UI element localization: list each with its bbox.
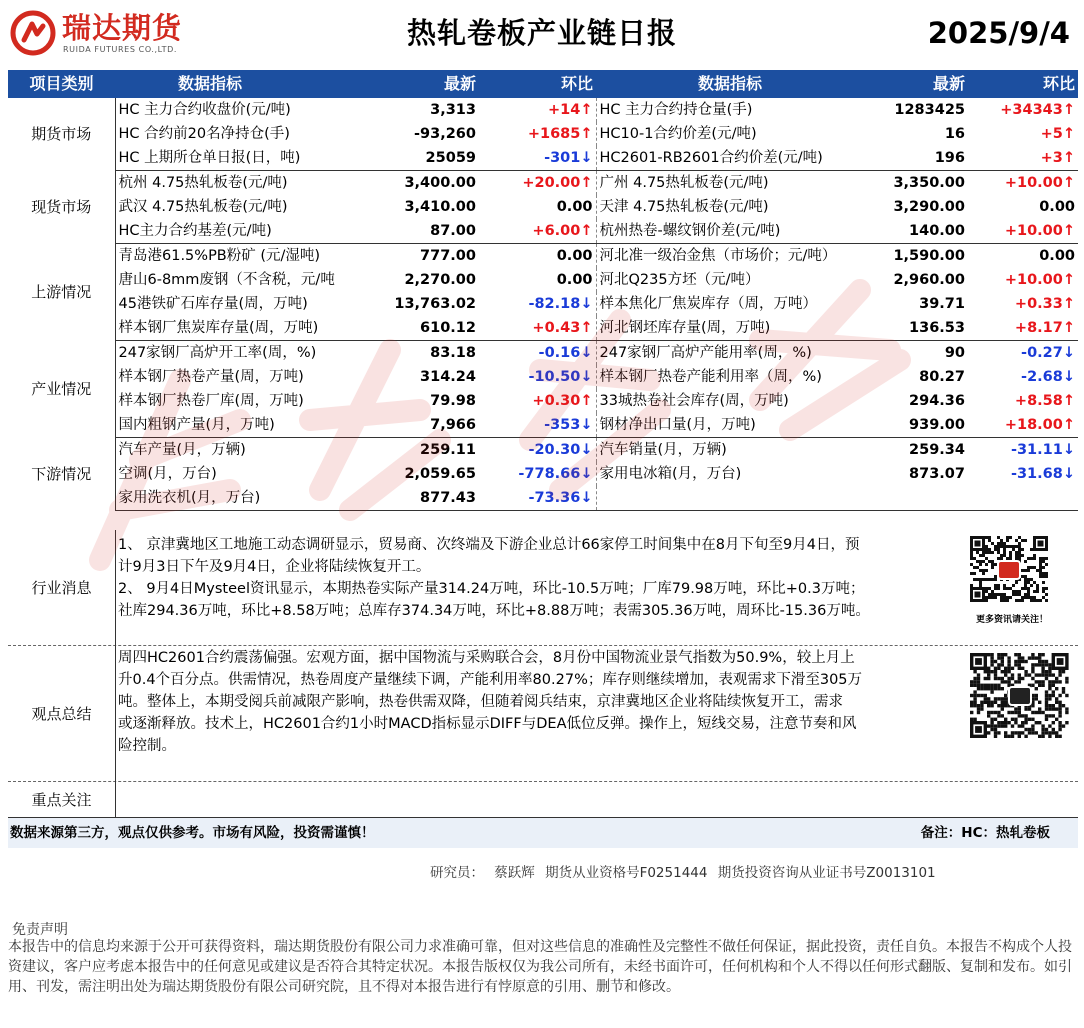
section-label-view: 观点总结 (8, 645, 116, 781)
category-cell: 现货市场 (8, 171, 115, 244)
indicator-cell: 河北钢坯库存量(周，万吨) (596, 316, 864, 341)
table-row (8, 413, 1078, 438)
latest-value-cell: 610.12 (305, 316, 479, 341)
change-cell: -353↓ (479, 413, 596, 438)
abbreviation-note: 备注：HC：热轧卷板 (920, 825, 1050, 841)
latest-value-cell: 80.27 (919, 368, 965, 385)
indicator-cell: 河北准一级冶金焦（市场价；元/吨） (599, 247, 837, 264)
report-header (0, 0, 1084, 68)
indicator-cell: 杭州热卷-螺纹钢价差(元/吨) (596, 219, 864, 244)
change-cell: +10.00↑ (968, 219, 1078, 244)
change-cell: -20.30↓ (479, 438, 596, 463)
change-cell: +14↑ (479, 98, 596, 122)
change-cell: +0.43↑ (479, 316, 596, 341)
data-table (8, 70, 1078, 511)
change-cell: 0.00 (1039, 247, 1075, 264)
change-cell: 0.00 (479, 195, 596, 219)
news-line: 社库294.36万吨，环比+8.58万吨；总库存374.34万吨，环比+8.88万吨；表需305.36万吨，周环比-15.36万吨。 (118, 603, 870, 619)
table-row (8, 438, 1078, 463)
table-row (8, 316, 1078, 341)
table-row (8, 244, 1078, 269)
change-cell: +20.00↑ (479, 171, 596, 196)
latest-value-cell: 873.07 (909, 465, 965, 482)
change-cell: 0.00 (479, 244, 596, 269)
latest-value-cell: 877.43 (305, 486, 479, 511)
indicator-cell: 空调(月，万台) (118, 465, 217, 482)
change-cell: -0.16↓ (479, 341, 596, 366)
indicator-cell: HC 主力合约持仓量(手) (599, 101, 753, 118)
footer-bar (8, 818, 1078, 848)
change-cell: +3↑ (968, 146, 1078, 171)
header-latest-2: 最新 (864, 70, 968, 98)
table-row (8, 365, 1078, 389)
change-cell: +1685↑ (479, 122, 596, 146)
indicator-cell: 样本钢厂焦炭库存量(周，万吨) (115, 316, 305, 341)
change-cell: +34343↑ (1000, 101, 1075, 118)
report-title: 热轧卷板产业链日报 (406, 16, 677, 50)
table-row (8, 268, 1078, 292)
category-cell: 下游情况 (8, 438, 115, 511)
latest-value-cell: 777.00 (420, 247, 476, 264)
latest-value-cell: 16 (944, 125, 965, 142)
latest-value-cell: 79.98 (430, 392, 476, 409)
view-text (118, 647, 968, 757)
view-line: 吨。整体上，本期受阅兵前减限产影响，热卷供需双降，但随着阅兵结束，京津冀地区企业将陆续恢复开工，需求 (118, 694, 843, 710)
change-cell: -73.36↓ (479, 486, 596, 511)
table-row (8, 341, 1078, 366)
change-cell: +6.00↑ (479, 219, 596, 244)
view-line: 升0.4个百分点。供需情况，热卷周度产量继续下调，产能利用率80.27%；库存则继续增加，表观需求下滑至305万 (118, 672, 863, 688)
latest-value-cell: 90 (944, 344, 965, 361)
indicator-cell: 样本钢厂热卷厂库(周，万吨) (118, 392, 304, 409)
indicator-cell: 天津 4.75热轧板卷(元/吨) (599, 198, 769, 215)
table-row (8, 462, 1078, 486)
change-cell: 0.00 (1039, 198, 1075, 215)
table-row (8, 171, 1078, 196)
latest-value-cell: 3,400.00 (404, 174, 476, 191)
indicator-cell: 汽车产量(月，万辆) (118, 441, 246, 458)
news-line: 2、 9月4日Mysteel资讯显示，本期热卷实际产量314.24万吨，环比-10.5万吨；厂库79.98万吨，环比+0.3万吨； (118, 581, 865, 597)
change-cell: -2.68↓ (1021, 368, 1075, 385)
latest-value-cell: 259.11 (420, 441, 476, 458)
latest-value-cell (864, 486, 968, 511)
change-cell: +0.30↑ (479, 389, 596, 413)
category-cell: 上游情况 (8, 244, 115, 341)
latest-value-cell: 25059 (305, 146, 479, 171)
indicator-cell: 样本钢厂热卷产量(周，万吨) (118, 368, 304, 385)
indicator-cell (596, 486, 864, 511)
category-cell: 产业情况 (8, 341, 115, 438)
focus-section (8, 781, 1078, 818)
indicator-cell: 国内粗钢产量(月，万吨) (115, 413, 305, 438)
indicator-cell: 唐山6-8mm废钢（不含税，元/吨 (118, 271, 335, 288)
table-row (8, 389, 1078, 413)
latest-value-cell: 3,410.00 (404, 198, 476, 215)
wechat-qr-code-icon (970, 653, 1070, 739)
table-row (8, 292, 1078, 316)
indicator-cell: 武汉 4.75热轧板卷(元/吨) (118, 198, 288, 215)
latest-value-cell: 3,350.00 (893, 174, 965, 191)
header-category: 项目类别 (8, 70, 115, 98)
change-cell: +8.58↑ (1014, 392, 1075, 409)
view-line: 险控制。 (118, 738, 176, 754)
change-cell: -10.50↓ (479, 365, 596, 389)
latest-value-cell: 2,270.00 (404, 271, 476, 288)
latest-value-cell: 13,763.02 (394, 295, 476, 312)
data-source-note: 数据来源第三方，观点仅供参考。市场有风险，投资需谨慎！ (10, 825, 375, 841)
header-change: 环比 (479, 70, 596, 98)
change-cell: +0.33↑ (1014, 295, 1075, 312)
section-label-focus: 重点关注 (8, 781, 116, 817)
change-cell: -31.11↓ (1010, 441, 1075, 458)
latest-value-cell: 294.36 (909, 392, 965, 409)
view-summary-section (8, 645, 1078, 782)
indicator-cell: 45港铁矿石库存量(周，万吨) (118, 295, 308, 312)
change-cell: +10.00↑ (1004, 174, 1075, 191)
table-row (8, 195, 1078, 219)
table-row (8, 219, 1078, 244)
change-cell: -31.68↓ (1010, 465, 1075, 482)
indicator-cell: HC 合约前20名净持仓(手) (118, 125, 290, 142)
indicator-cell: 33城热卷社会库存(周，万吨) (599, 392, 789, 409)
indicator-cell: HC 主力合约收盘价(元/吨) (118, 101, 291, 118)
indicator-cell: 广州 4.75热轧板卷(元/吨) (599, 174, 769, 191)
table-header-row (8, 70, 1078, 98)
indicator-cell: 钢材净出口量(月，万吨) (596, 413, 864, 438)
latest-value-cell: 314.24 (420, 368, 476, 385)
disclaimer-text: 本报告中的信息均来源于公开可获得资料，瑞达期货股份有限公司力求准确可靠，但对这些信息的准确性及完整性不做任何保证，据此投资，责任自负。本报告不构成个人投资建议，客户应考虑本报告中的任何意见或建议是否符合其特定状况。本报告版权仅为我公司所有，未经书面许可，任何机构和个人不得以任何形式翻版、复制和发布。如引用、刊发，需注明出处为瑞达期货股份有限公司研究院，且不得对本报告进行有悖原意的引用、删节和修改。 (8, 939, 1072, 995)
change-cell: -82.18↓ (479, 292, 596, 316)
change-cell: -778.66↓ (479, 462, 596, 486)
latest-value-cell: 83.18 (430, 344, 476, 361)
indicator-cell: 汽车销量(月，万辆) (599, 441, 727, 458)
latest-value-cell: 259.34 (909, 441, 965, 458)
indicator-cell: HC 上期所仓单日报(日，吨) (115, 146, 305, 171)
latest-value-cell: 3,313 (430, 101, 476, 118)
indicator-cell: HC2601-RB2601合约价差(元/吨) (596, 146, 864, 171)
researcher-info: 研究员： 蔡跃辉 期货从业资格号F0251444 期货投资咨询从业证书号Z0013101 (430, 865, 936, 881)
change-cell: +5↑ (1040, 125, 1075, 142)
header-change-2: 环比 (968, 70, 1078, 98)
latest-value-cell: 1,590.00 (893, 247, 965, 264)
news-line: 计9月3日下午及9月4日，企业将陆续恢复开工。 (118, 559, 431, 575)
logo-chinese-name: 瑞达期货 (62, 11, 183, 45)
change-cell: +10.00↑ (1004, 271, 1075, 288)
indicator-cell: 样本焦化厂焦炭库存（周，万吨） (599, 295, 817, 312)
indicator-cell: 247家钢厂高炉开工率(周，%) (118, 344, 317, 361)
latest-value-cell: 2,960.00 (893, 271, 965, 288)
latest-value-cell: 1283425 (894, 101, 965, 118)
indicator-cell: 247家钢厂高炉产能用率(周，%) (599, 344, 812, 361)
table-row (8, 146, 1078, 171)
indicator-cell: HC10-1合约价差(元/吨) (599, 125, 757, 142)
header-indicator-2: 数据指标 (596, 70, 864, 98)
indicator-cell: 家用电冰箱(月，万台) (599, 465, 742, 482)
latest-value-cell: 3,290.00 (893, 198, 965, 215)
latest-value-cell: 87.00 (305, 219, 479, 244)
table-row (8, 98, 1078, 122)
news-line: 1、 京津冀地区工地施工动态调研显示，贸易商、次终端及下游企业总计66家停工时间集中在8月下旬至9月4日，预 (118, 537, 860, 553)
latest-value-cell: 140.00 (864, 219, 968, 244)
indicator-cell: 样本钢厂热卷产能利用率（周，%) (599, 368, 822, 385)
change-cell (968, 486, 1078, 511)
indicator-cell: 河北Q235方坯（元/吨） (599, 271, 760, 288)
change-cell: +18.00↑ (968, 413, 1078, 438)
logo-english-name: RUIDA FUTURES CO.,LTD. (63, 45, 178, 54)
latest-value-cell: 2,059.65 (404, 465, 476, 482)
indicator-cell: 杭州 4.75热轧板卷(元/吨) (118, 174, 288, 191)
view-line: 周四HC2601合约震荡偏强。宏观方面，据中国物流与采购联合会，8月份中国物流业景气指数为50.9%，较上月上 (118, 650, 855, 666)
category-cell: 期货市场 (8, 98, 115, 171)
indicator-cell: HC主力合约基差(元/吨) (115, 219, 305, 244)
disclaimer-title: 免责声明 (12, 922, 68, 938)
latest-value-cell: 196 (864, 146, 968, 171)
industry-news-section (8, 530, 1078, 646)
news-text (118, 534, 968, 622)
report-date: 2025/9/4 (927, 16, 1070, 50)
table-row (8, 122, 1078, 146)
indicator-cell: 家用洗衣机(月，万台) (115, 486, 305, 511)
latest-value-cell: 939.00 (864, 413, 968, 438)
change-cell: -0.27↓ (1021, 344, 1075, 361)
change-cell: +8.17↑ (968, 316, 1078, 341)
header-indicator: 数据指标 (115, 70, 305, 98)
qr-code-icon (970, 536, 1048, 604)
table-row (8, 486, 1078, 511)
view-line: 或逐渐释放。技术上，HC2601合约1小时MACD指标显示DIFF与DEA低位反弹。操作上，短线交易，注意节奏和风 (118, 716, 857, 732)
latest-value-cell: 7,966 (305, 413, 479, 438)
header-latest: 最新 (305, 70, 479, 98)
section-label-news: 行业消息 (8, 530, 116, 645)
latest-value-cell: 39.71 (919, 295, 965, 312)
indicator-cell: 青岛港61.5%PB粉矿 (元/湿吨) (118, 247, 321, 264)
change-cell: 0.00 (479, 268, 596, 292)
latest-value-cell: -93,260 (414, 125, 476, 142)
qr-caption: 更多资讯请关注！ (976, 615, 1049, 625)
change-cell: -301↓ (479, 146, 596, 171)
latest-value-cell: 136.53 (864, 316, 968, 341)
